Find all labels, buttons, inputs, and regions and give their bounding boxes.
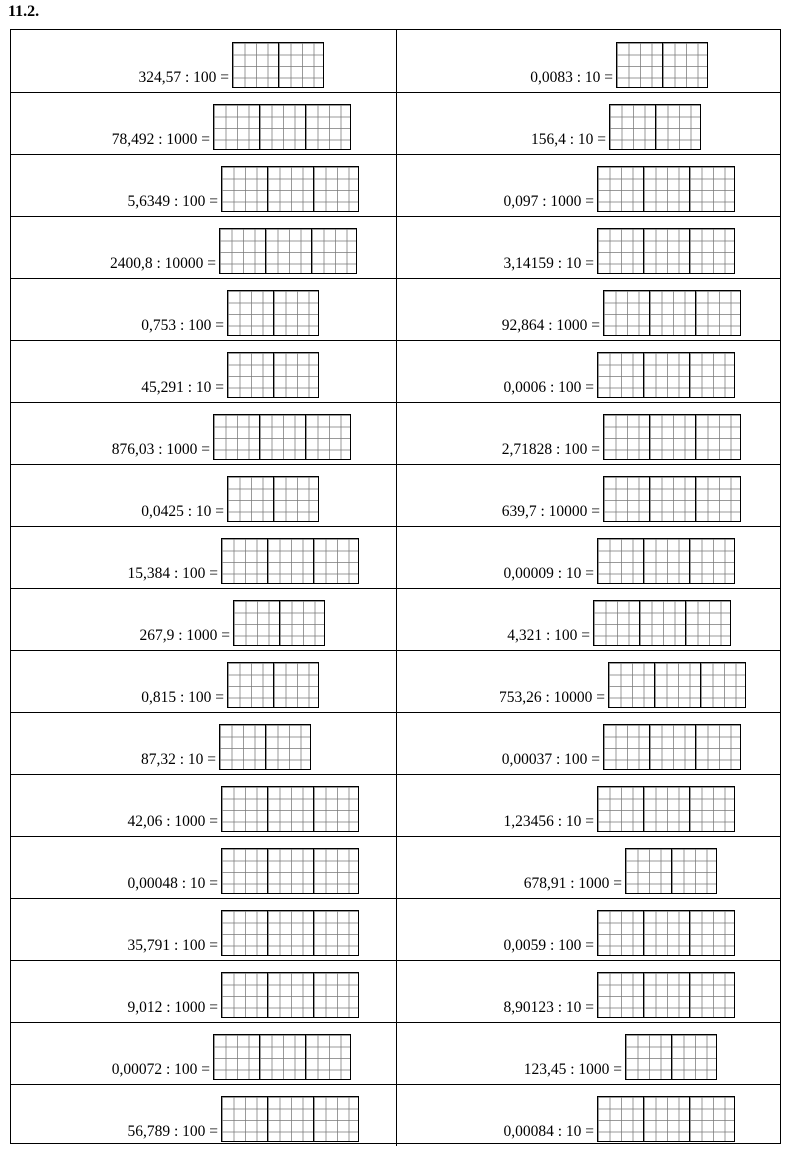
- division-expression: 0,0425 : 10 =: [141, 503, 224, 520]
- grid-group-separator: [695, 291, 696, 335]
- exercise-row: [11, 898, 780, 960]
- division-expression: 2,71828 : 100 =: [501, 441, 600, 458]
- grid-group-separator: [267, 911, 268, 955]
- answer-grid[interactable]: [597, 972, 735, 1018]
- answer-grid[interactable]: [597, 538, 735, 584]
- grid-group-separator: [267, 167, 268, 211]
- exercise-cell-right: [397, 341, 781, 402]
- exercise-row: [11, 30, 780, 92]
- division-expression: 2400,8 : 10000 =: [109, 255, 216, 272]
- grid-group-separator: [313, 973, 314, 1017]
- exercise-cell-left: [11, 527, 395, 588]
- exercise-row: [11, 712, 780, 774]
- answer-grid[interactable]: [603, 476, 741, 522]
- answer-grid[interactable]: [221, 1096, 359, 1142]
- answer-grid[interactable]: [597, 228, 735, 274]
- exercise-row: [11, 402, 780, 464]
- exercise-cell-left: [11, 341, 395, 402]
- exercise-cell-right: [397, 713, 781, 774]
- grid-group-separator: [305, 415, 306, 459]
- division-expression: 0,753 : 100 =: [141, 317, 224, 334]
- exercise-cell-right: [397, 465, 781, 526]
- grid-group-separator: [643, 911, 644, 955]
- answer-grid[interactable]: [221, 910, 359, 956]
- grid-group-separator: [689, 539, 690, 583]
- grid-group-separator: [273, 291, 274, 335]
- grid-group-separator: [313, 539, 314, 583]
- exercise-row: [11, 340, 780, 402]
- division-expression: 56,789 : 100 =: [127, 1123, 218, 1140]
- answer-grid[interactable]: [597, 352, 735, 398]
- division-expression: 0,00084 : 10 =: [503, 1123, 594, 1140]
- grid-group-separator: [689, 167, 690, 211]
- answer-grid[interactable]: [221, 166, 359, 212]
- division-expression: 87,32 : 10 =: [140, 751, 216, 768]
- grid-group-separator: [273, 353, 274, 397]
- grid-group-separator: [689, 787, 690, 831]
- grid-group-separator: [305, 105, 306, 149]
- grid-group-separator: [313, 911, 314, 955]
- answer-grid[interactable]: [616, 42, 708, 88]
- grid-group-separator: [313, 1097, 314, 1141]
- exercise-row: [11, 278, 780, 340]
- grid-group-separator: [695, 477, 696, 521]
- grid-group-separator: [695, 415, 696, 459]
- answer-grid[interactable]: [608, 662, 746, 708]
- answer-grid[interactable]: [603, 414, 741, 460]
- exercise-cell-right: [397, 217, 781, 278]
- exercise-row: [11, 464, 780, 526]
- answer-grid[interactable]: [227, 662, 319, 708]
- grid-group-separator: [305, 1035, 306, 1079]
- division-expression: 0,00037 : 100 =: [501, 751, 600, 768]
- grid-group-separator: [273, 477, 274, 521]
- exercise-row: [11, 588, 780, 650]
- exercise-row: [11, 92, 780, 154]
- grid-group-separator: [649, 415, 650, 459]
- exercise-row: [11, 1022, 780, 1084]
- grid-group-separator: [689, 911, 690, 955]
- grid-group-separator: [695, 725, 696, 769]
- grid-group-separator: [313, 787, 314, 831]
- exercise-cell-left: [11, 465, 395, 526]
- grid-group-separator: [643, 353, 644, 397]
- grid-group-separator: [654, 663, 655, 707]
- answer-grid[interactable]: [232, 42, 324, 88]
- exercise-cell-right: [397, 279, 781, 340]
- grid-group-separator: [265, 229, 266, 273]
- grid-group-separator: [265, 725, 266, 769]
- division-expression: 0,00048 : 10 =: [127, 875, 218, 892]
- grid-group-separator: [267, 539, 268, 583]
- division-expression: 35,791 : 100 =: [127, 937, 218, 954]
- grid-group-separator: [259, 105, 260, 149]
- grid-group-separator: [649, 291, 650, 335]
- answer-grid[interactable]: [597, 166, 735, 212]
- exercise-cell-left: [11, 93, 395, 154]
- grid-group-separator: [643, 167, 644, 211]
- exercise-row: [11, 650, 780, 712]
- exercise-cell-right: [397, 651, 781, 712]
- division-expression: 267,9 : 1000 =: [139, 627, 230, 644]
- exercise-number: 11.2.: [8, 3, 40, 20]
- exercise-cell-left: [11, 403, 395, 464]
- division-expression: 42,06 : 1000 =: [127, 813, 218, 830]
- answer-grid[interactable]: [227, 290, 319, 336]
- exercise-cell-left: [11, 217, 395, 278]
- grid-group-separator: [259, 415, 260, 459]
- division-expression: 3,14159 : 10 =: [503, 255, 594, 272]
- grid-group-separator: [643, 1097, 644, 1141]
- exercise-cell-left: [11, 837, 395, 898]
- division-expression: 0,00072 : 100 =: [111, 1061, 210, 1078]
- exercise-row: [11, 154, 780, 216]
- grid-group-separator: [643, 229, 644, 273]
- grid-group-separator: [662, 43, 663, 87]
- answer-grid[interactable]: [227, 352, 319, 398]
- answer-grid[interactable]: [603, 724, 741, 770]
- grid-group-separator: [259, 1035, 260, 1079]
- grid-group-separator: [279, 601, 280, 645]
- answer-grid[interactable]: [625, 848, 717, 894]
- exercise-cell-right: [397, 837, 781, 898]
- answer-grid[interactable]: [221, 538, 359, 584]
- division-expression: 0,097 : 1000 =: [503, 193, 594, 210]
- exercise-cell-left: [11, 961, 395, 1022]
- answer-grid[interactable]: [227, 476, 319, 522]
- exercise-cell-left: [11, 279, 395, 340]
- grid-group-separator: [689, 973, 690, 1017]
- answer-grid[interactable]: [597, 786, 735, 832]
- division-expression: 156,4 : 10 =: [530, 131, 606, 148]
- answer-grid[interactable]: [219, 228, 357, 274]
- division-expression: 0,0006 : 100 =: [503, 379, 594, 396]
- answer-grid[interactable]: [593, 600, 731, 646]
- exercise-cell-right: [397, 589, 781, 650]
- grid-group-separator: [313, 849, 314, 893]
- grid-group-separator: [671, 1035, 672, 1079]
- grid-group-separator: [685, 601, 686, 645]
- answer-grid[interactable]: [221, 786, 359, 832]
- grid-group-separator: [643, 973, 644, 1017]
- grid-group-separator: [639, 601, 640, 645]
- grid-group-separator: [278, 43, 279, 87]
- exercise-cell-left: [11, 1023, 395, 1084]
- exercise-cell-right: [397, 93, 781, 154]
- division-expression: 0,0059 : 100 =: [503, 937, 594, 954]
- exercise-row: [11, 960, 780, 1022]
- division-expression: 123,45 : 1000 =: [523, 1061, 622, 1078]
- exercise-cell-left: [11, 899, 395, 960]
- division-expression: 9,012 : 1000 =: [127, 999, 218, 1016]
- exercise-cell-right: [397, 1085, 781, 1146]
- grid-group-separator: [267, 787, 268, 831]
- division-expression: 753,26 : 10000 =: [498, 689, 605, 706]
- exercise-cell-right: [397, 961, 781, 1022]
- grid-group-separator: [267, 1097, 268, 1141]
- division-expression: 92,864 : 1000 =: [501, 317, 600, 334]
- answer-grid[interactable]: [213, 104, 351, 150]
- grid-group-separator: [273, 663, 274, 707]
- grid-group-separator: [643, 539, 644, 583]
- grid-group-separator: [689, 1097, 690, 1141]
- grid-group-separator: [313, 167, 314, 211]
- answer-grid[interactable]: [603, 290, 741, 336]
- division-expression: 0,00009 : 10 =: [503, 565, 594, 582]
- answer-grid[interactable]: [213, 414, 351, 460]
- answer-grid[interactable]: [219, 724, 311, 770]
- division-expression: 4,321 : 100 =: [507, 627, 590, 644]
- exercise-cell-left: [11, 30, 395, 92]
- answer-grid[interactable]: [221, 848, 359, 894]
- answer-grid[interactable]: [597, 1096, 735, 1142]
- exercise-row: [11, 526, 780, 588]
- grid-group-separator: [649, 725, 650, 769]
- exercise-cell-right: [397, 775, 781, 836]
- grid-group-separator: [311, 229, 312, 273]
- exercise-cell-left: [11, 1085, 395, 1146]
- exercise-cell-right: [397, 527, 781, 588]
- answer-grid[interactable]: [213, 1034, 351, 1080]
- answer-grid[interactable]: [233, 600, 325, 646]
- division-expression: 15,384 : 100 =: [127, 565, 218, 582]
- division-expression: 78,492 : 1000 =: [111, 131, 210, 148]
- division-expression: 5,6349 : 100 =: [127, 193, 218, 210]
- exercise-table: [10, 29, 781, 1144]
- grid-group-separator: [643, 787, 644, 831]
- grid-group-separator: [700, 663, 701, 707]
- grid-group-separator: [649, 477, 650, 521]
- answer-grid[interactable]: [597, 910, 735, 956]
- answer-grid[interactable]: [221, 972, 359, 1018]
- exercise-cell-left: [11, 713, 395, 774]
- exercise-cell-right: [397, 30, 781, 92]
- exercise-cell-left: [11, 589, 395, 650]
- grid-group-separator: [655, 105, 656, 149]
- exercise-cell-left: [11, 155, 395, 216]
- exercise-cell-right: [397, 403, 781, 464]
- division-expression: 0,815 : 100 =: [141, 689, 224, 706]
- division-expression: 639,7 : 10000 =: [501, 503, 600, 520]
- division-expression: 45,291 : 10 =: [141, 379, 224, 396]
- division-expression: 0,0083 : 10 =: [530, 69, 613, 86]
- answer-grid[interactable]: [609, 104, 701, 150]
- exercise-row: [11, 774, 780, 836]
- exercise-cell-right: [397, 1023, 781, 1084]
- exercise-cell-left: [11, 775, 395, 836]
- division-expression: 8,90123 : 10 =: [503, 999, 594, 1016]
- division-expression: 1,23456 : 10 =: [503, 813, 594, 830]
- grid-group-separator: [689, 229, 690, 273]
- exercise-cell-right: [397, 155, 781, 216]
- division-expression: 324,57 : 100 =: [138, 69, 229, 86]
- exercise-cell-left: [11, 651, 395, 712]
- exercise-row: [11, 836, 780, 898]
- grid-group-separator: [689, 353, 690, 397]
- grid-group-separator: [671, 849, 672, 893]
- exercise-row: [11, 1084, 780, 1146]
- grid-group-separator: [267, 849, 268, 893]
- answer-grid[interactable]: [625, 1034, 717, 1080]
- grid-group-separator: [267, 973, 268, 1017]
- exercise-row: [11, 216, 780, 278]
- exercise-cell-right: [397, 899, 781, 960]
- division-expression: 678,91 : 1000 =: [523, 875, 622, 892]
- division-expression: 876,03 : 1000 =: [111, 441, 210, 458]
